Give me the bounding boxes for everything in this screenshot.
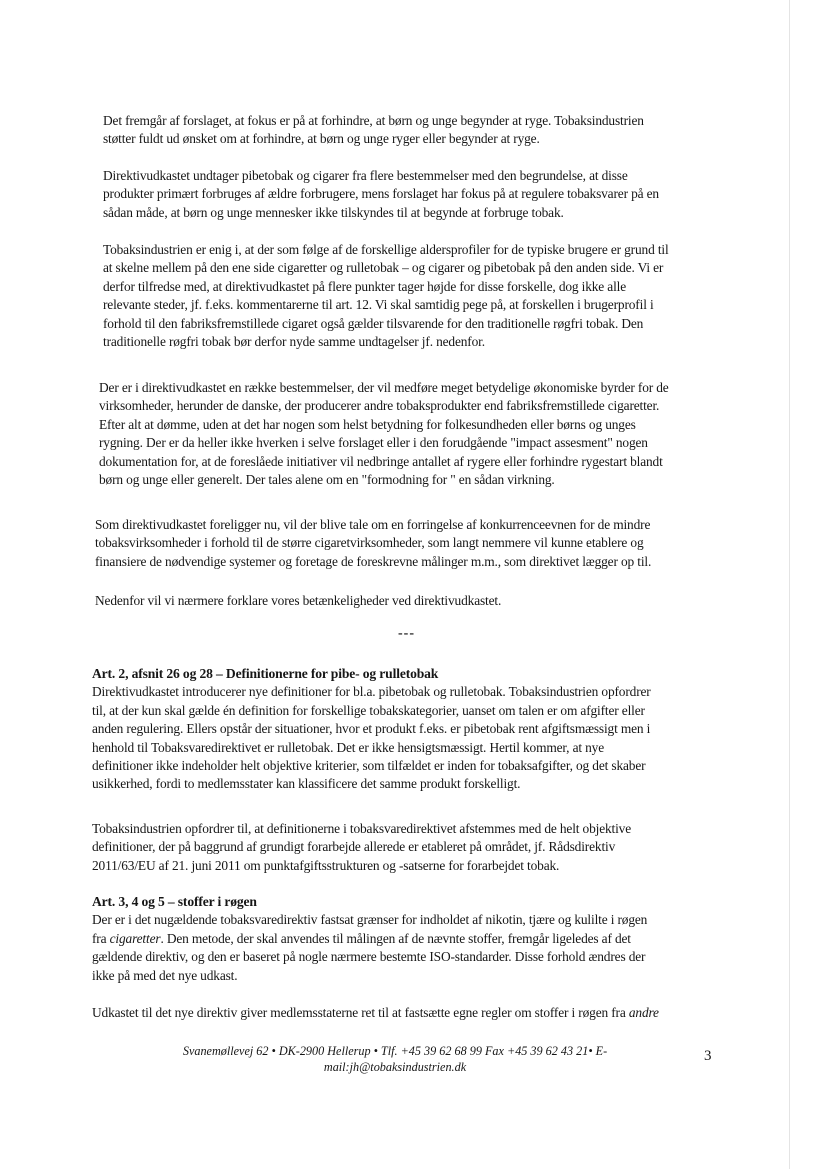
page-footer xyxy=(150,1043,640,1075)
text-line: ikke på med det nye udkast. xyxy=(92,967,238,983)
italic-andre: andre xyxy=(628,1005,659,1020)
paragraph-economic-burdens xyxy=(99,379,669,489)
text-line: definitioner ikke indeholder helt objektive kriterier, som tilfældet er inden for tobaksafgifter, og det skaber xyxy=(92,758,646,774)
text-line: finansiere de nødvendige systemer og foretage de foreskrevne målinger m.m., som direktivet lægger op til. xyxy=(95,553,652,569)
italic-cigaretter: cigaretter xyxy=(109,930,161,946)
footer-email: mail:jh@tobaksindustrien.dk xyxy=(323,1060,467,1074)
text-line: Som direktivudkastet foreligger nu, vil der blive tale om en forringelse af konkurrenceevnen for de mindre xyxy=(95,517,651,532)
text-line: Der er i direktivudkastet en række bestemmelser, der vil medføre meget betydelige økonomiske byrder for de xyxy=(99,380,669,395)
text-line: til, at der kun skal gælde én definition for forskellige tobakskategorier, uanset om talen er om afgifter eller xyxy=(92,702,645,718)
text-line xyxy=(92,1004,659,1022)
section-art3 xyxy=(92,893,647,985)
text-line: usikkerhed, fordi to medlemsstater kan klassificere det samme produkt forskelligt. xyxy=(92,776,521,792)
text-line: Direktivudkastet introducerer nye definitioner for bl.a. pibetobak og rulletobak. Tobaksindustrien opfordrer xyxy=(92,684,651,700)
text-line: sådan måde, at børn og unge mennesker ikke tilskyndes til at begynde at forbruge tobak. xyxy=(103,204,564,220)
section-art2 xyxy=(92,665,651,794)
section-heading: Art. 2, afsnit 26 og 28 – Definitionerne for pibe- og rulletobak xyxy=(92,666,439,681)
text-line: produkter primært forbruges af ældre forbrugere, mens forslaget har fokus på at regulere tobaksvarer på en xyxy=(103,186,659,202)
text-line: gældende direktiv, og den er baseret på nogle nærmere bestemte ISO-standarder. Disse forhold ændres der xyxy=(92,949,646,965)
paragraph-intro xyxy=(103,112,644,149)
text-line: at skelne mellem på den ene side cigaretter og rulletobak – og cigarer og pibetobak på den anden side. Vi er xyxy=(103,260,664,276)
paragraph-age-profiles xyxy=(103,241,669,351)
text-fragment: . Den metode, der skal anvendes til målingen af de nævnte stoffer, fremgår ligeledes af det xyxy=(160,930,631,946)
text-line: Efter alt at dømme, uden at det har nogen som helst betydning for folkesundheden eller børns og unges xyxy=(99,416,636,432)
section-heading: Art. 3, 4 og 5 – stoffer i røgen xyxy=(92,894,257,909)
text-line: dokumentation for, at de foreslåede initiativer vil nedbringe antallet af rygere eller forhindre rygestart blandt xyxy=(99,453,663,469)
footer-address: Svanemøllevej 62 • DK-2900 Hellerup • Tlf. +45 39 62 68 99 Fax +45 39 62 43 21• E- xyxy=(182,1044,608,1058)
text-line: traditionelle røgfri tobak bør derfor nyde samme undtagelser jf. nedenfor. xyxy=(103,334,485,350)
text-line: børn og unge eller generelt. Der tales alene om en "formodning for " en sådan virkning. xyxy=(99,472,555,488)
paragraph-member-states xyxy=(92,1004,659,1022)
text-line: støtter fuldt ud ønsket om at forhindre, at børn og unge ryger eller begynder at ryge. xyxy=(103,131,540,147)
text-fragment: fra xyxy=(92,930,110,946)
text-line: henhold til Tobaksvaredirektivet er rulletobak. Det er ikke hensigtsmæssigt. Hertil kommer, at nye xyxy=(92,739,605,755)
paragraph-competitiveness xyxy=(95,516,651,571)
paragraph-definitions-alignment xyxy=(92,820,631,875)
text-line: Nedenfor vil vi nærmere forklare vores betænkeligheder ved direktivudkastet. xyxy=(95,593,502,608)
text-line: rygning. Der er da heller ikke hverken i selve forslaget eller i den forudgående "impact assesment" nogen xyxy=(99,435,648,451)
text-line: Tobaksindustrien opfordrer til, at definitionerne i tobaksvaredirektivet afstemmes med de helt objektive xyxy=(92,821,632,836)
scan-edge-line xyxy=(789,0,790,1169)
text-line: definitioner, der på baggrund af grundigt forarbejde allerede er etableret på området, jf. Rådsdirektiv xyxy=(92,839,616,855)
page-number: 3 xyxy=(704,1048,712,1064)
text-line: Direktivudkastet undtager pibetobak og cigarer fra flere bestemmelser med den begrundelse, at disse xyxy=(103,168,628,183)
paragraph-exemptions xyxy=(103,167,659,222)
text-line: forhold til den fabriksfremstillede cigaret også gælder tilsvarende for den traditionelle røgfri tobak. Den xyxy=(103,315,644,331)
text-line: tobaksvirksomheder i forhold til de større cigaretvirksomheder, som langt nemmere vil kunne etablere og xyxy=(95,535,644,551)
text-line: Der er i det nugældende tobaksvaredirektiv fastsat grænser for indholdet af nikotin, tjære og kulilte i røgen xyxy=(92,912,648,928)
section-separator: --- xyxy=(398,626,415,641)
text-line: 2011/63/EU af 21. juni 2011 om punktafgiftsstrukturen og -satserne for forarbejdet tobak. xyxy=(92,857,560,873)
text-line: Det fremgår af forslaget, at fokus er på at forhindre, at børn og unge begynder at ryge. Tobaksindustrien xyxy=(103,113,644,128)
text-line xyxy=(92,930,647,948)
text-line: relevante steder, jf. f.eks. kommentarerne til art. 12. Vi skal samtidig pege på, at forskellen i brugerprofil i xyxy=(103,297,654,313)
text-line: derfor tilfredse med, at direktivudkastet på flere punkter tager højde for disse forskelle, dog ikke alle xyxy=(103,278,627,294)
text-line: virksomheder, herunder de danske, der producerer andre tobaksprodukter end fabriksfremstillede cigaretter. xyxy=(99,398,660,414)
paragraph-below xyxy=(95,592,501,610)
text-fragment: Udkastet til det nye direktiv giver medlemsstaterne ret til at fastsætte egne regler om stoffer i røgen fra xyxy=(92,1005,629,1020)
text-line: anden regulering. Ellers opstår der situationer, hvor et produkt f.eks. er pibetobak rent afgiftsmæssigt men i xyxy=(92,721,651,737)
text-line: Tobaksindustrien er enig i, at der som følge af de forskellige aldersprofiler for de typiske brugere er grund til xyxy=(103,242,669,257)
